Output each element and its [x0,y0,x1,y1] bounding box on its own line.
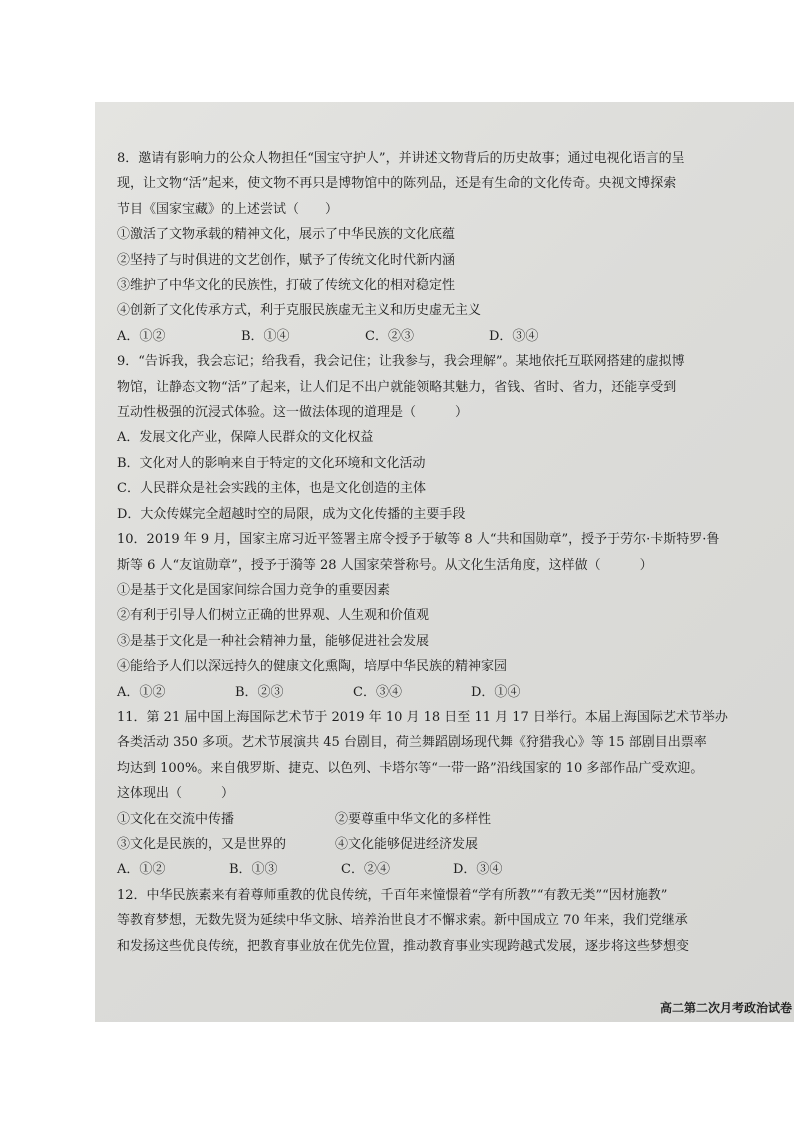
question-9 [117,349,792,527]
question-12 [117,883,792,959]
q10-stem-line: 10．2019 年 9 月，国家主席习近平签署主席令授予于敏等 8 人“共和国勋章”，授予于劳尔·卡斯特罗·鲁 [117,532,720,548]
q10-statement: ④能给予人们以深远持久的健康文化熏陶，培厚中华民族的精神家园 [117,659,508,675]
q10-option-d: D．①④ [471,684,521,700]
q11-statement: ③文化是民族的，又是世界的 [117,836,287,852]
q11-stem-line: 11．第 21 届中国上海国际艺术节于 2019 年 10 月 18 日至 11 月 17 日举行。本届上海国际艺术节举办 [117,709,728,725]
q10-statement: ①是基于文化是国家间综合国力竞争的重要因素 [117,582,391,598]
q11-stem-line: 均达到 100%。来自俄罗斯、捷克、以色列、卡塔尔等“一带一路”沿线国家的 10 多部作品广受欢迎。 [117,760,704,776]
q9-stem-line: 物馆，让静态文物“活”了起来，让人们足不出户就能领略其魅力，省钱、省时、省力，还能享受到 [117,379,677,395]
question-11 [117,705,792,883]
q10-stem-line: 斯等 6 人“友谊勋章”，授予于漪等 28 人国家荣誉称号。从文化生活角度，这样做（ ） [117,557,653,573]
q10-option-a: A．①② [117,684,166,700]
page-footer: 高二第二次月考政治试卷 [659,1001,792,1015]
q11-option-d: D．③④ [453,862,503,878]
q8-options [117,324,792,349]
q10-options [117,680,792,705]
q8-statement: ①激活了文物承载的精神文化，展示了中华民族的文化底蕴 [117,227,456,243]
q11-statement: ②要尊重中华文化的多样性 [335,811,492,827]
q11-stem-line: 各类活动 350 多项。艺术节展演共 45 台剧目，荷兰舞蹈剧场现代舞《狩猎我心》等 15 部剧目出票率 [117,735,707,751]
q11-option-c: C．②④ [341,862,390,878]
q11-statement-row [117,807,792,832]
q8-statement: ③维护了中华文化的民族性，打破了传统文化的相对稳定性 [117,278,456,294]
q8-stem-line: 现，让文物“活”起来，使文物不再只是博物馆中的陈列品，还是有生命的文化传奇。央视文博探索 [117,176,677,192]
q8-option-b: B．①④ [241,328,290,344]
q8-option-c: C．②③ [365,328,414,344]
q12-stem-line: 12．中华民族素来有着尊师重教的优良传统，千百年来憧憬着“学有所教”“有教无类”“因材施教” [117,887,668,903]
q10-statement: ②有利于引导人们树立正确的世界观、人生观和价值观 [117,608,430,624]
q10-option-c: C．③④ [353,684,402,700]
exam-page [95,102,794,1022]
q9-stem-line: 互动性极强的沉浸式体验。这一做法体现的道理是（ ） [117,405,469,421]
q9-choice-b: B．文化对人的影响来自于特定的文化环境和文化活动 [117,455,426,471]
q12-stem-line: 和发扬这些优良传统，把教育事业放在优先位置，推动教育事业实现跨越式发展，逐步将这些梦想变 [117,938,690,954]
q11-statement: ①文化在交流中传播 [117,811,235,827]
q11-stem-line: 这体现出（ ） [117,786,235,802]
q8-statement: ④创新了文化传承方式，利于克服民族虚无主义和历史虚无主义 [117,303,482,319]
question-8 [117,146,792,349]
q8-stem-line: 8．邀请有影响力的公众人物担任“国宝守护人”，并讲述文物背后的历史故事；通过电视化语言的呈 [117,151,685,166]
q9-choice-a: A．发展文化产业，保障人民群众的文化权益 [117,430,374,446]
q11-option-a: A．①② [117,862,166,878]
q12-stem-line: 等教育梦想，无数先贤为延续中华文脉、培养治世良才不懈求索。新中国成立 70 年来，我们党继承 [117,913,688,929]
q8-stem-line: 节目《国家宝藏》的上述尝试（ ） [117,201,339,217]
question-10 [117,527,792,705]
q11-option-b: B．①③ [229,862,278,878]
q8-statement: ②坚持了与时俱进的文艺创作，赋予了传统文化时代新内涵 [117,252,456,268]
q10-statement: ③是基于文化是一种社会精神力量，能够促进社会发展 [117,633,430,649]
q11-options [117,857,792,882]
q9-choice-d: D．大众传媒完全超越时空的局限，成为文化传播的主要手段 [117,506,466,522]
q8-option-d: D．③④ [489,328,539,344]
page-content [117,146,792,959]
q9-stem-line: 9．“告诉我，我会忘记；给我看，我会记住；让我参与，我会理解”。某地依托互联网搭建的虚拟博 [117,354,685,370]
q8-option-a: A．①② [117,328,166,344]
q9-choice-c: C．人民群众是社会实践的主体，也是文化创造的主体 [117,481,426,497]
q10-option-b: B．②③ [235,684,284,700]
q11-statement: ④文化能够促进经济发展 [335,836,479,852]
q11-statement-row [117,832,792,857]
